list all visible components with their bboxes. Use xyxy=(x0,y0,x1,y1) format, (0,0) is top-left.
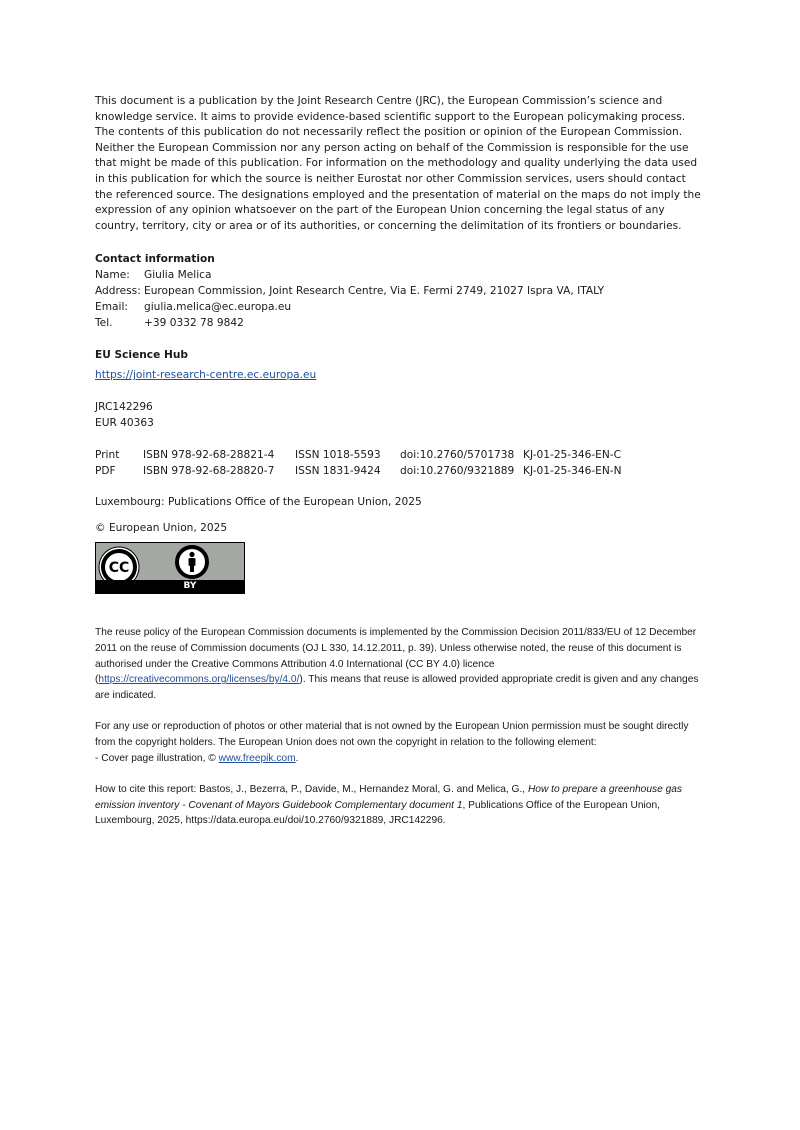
contact-tel-label: Tel. xyxy=(95,317,113,330)
reuse-policy-paragraph xyxy=(95,625,705,703)
contact-section xyxy=(95,251,705,331)
rights-item-suffix: . xyxy=(295,752,299,764)
edition-catalogue: KJ-01-25-346-EN-C xyxy=(523,449,622,462)
cite-prefix: How to cite this report: Bastos, J., Bezerra, P., Davide, M., Hernandez Moral, G. and Melica, G., xyxy=(95,784,528,796)
report-identifiers xyxy=(95,399,705,431)
freepik-link[interactable]: www.freepik.com xyxy=(218,752,296,764)
publisher-line: Luxembourg: Publications Office of the European Union, 2025 xyxy=(95,496,422,509)
edition-table xyxy=(95,447,705,479)
contact-address-row xyxy=(95,283,705,299)
rights-paragraph xyxy=(95,719,705,766)
edition-row-print xyxy=(95,447,705,463)
science-hub-section xyxy=(95,347,705,383)
edition-issn: ISSN 1018-5593 xyxy=(295,449,381,462)
person-legs xyxy=(190,565,194,572)
by-label: BY xyxy=(183,581,197,592)
citation-paragraph xyxy=(95,782,705,829)
edition-isbn: ISBN 978-92-68-28820-7 xyxy=(143,465,275,478)
reuse-text-before: The reuse policy of the European Commission documents is implemented by the Commission Decision 2011/833/EU of 12 December 2011 on the reuse of Commission documents (OJ L 330, 14.12.2011, p. 39). Unless otherwise noted, the reuse of this document is authorised under the Creative Commons Attribution 4.0 International (CC BY 4.0) licence ( xyxy=(95,627,697,686)
cite-title: How to prepare a greenhouse gas emission inventory - Covenant of Mayors Guidebook Complementary document 1 xyxy=(95,784,682,811)
edition-catalogue: KJ-01-25-346-EN-N xyxy=(523,465,622,478)
contact-tel-row xyxy=(95,315,705,331)
science-hub-heading: EU Science Hub xyxy=(95,349,188,362)
copyright-line: © European Union, 2025 xyxy=(95,522,228,535)
edition-format: Print xyxy=(95,449,120,462)
contact-name-label: Name: xyxy=(95,269,130,282)
edition-isbn: ISBN 978-92-68-28821-4 xyxy=(143,449,275,462)
cc-license-link[interactable]: https://creativecommons.org/licenses/by/4.0/ xyxy=(98,674,300,686)
science-hub-link[interactable]: https://joint-research-centre.ec.europa.eu xyxy=(95,369,317,382)
contact-tel-value: +39 0332 78 9842 xyxy=(144,317,244,330)
edition-issn: ISSN 1831-9424 xyxy=(295,465,381,478)
contact-email-row xyxy=(95,299,705,315)
cc-badge-bar xyxy=(96,580,244,593)
jrc-number: JRC142296 xyxy=(95,401,153,414)
contact-email-label: Email: xyxy=(95,301,128,314)
eur-number: EUR 40363 xyxy=(95,417,154,430)
edition-doi: doi:10.2760/9321889 xyxy=(400,465,515,478)
cc-badge-graphic xyxy=(96,543,244,581)
contact-email-value: giulia.melica@ec.europa.eu xyxy=(144,301,292,314)
rights-item-prefix: - Cover page illustration, © xyxy=(95,752,219,764)
disclaimer-paragraph: This document is a publication by the Joint Research Centre (JRC), the European Commission’s science and knowledge service. It aims to provide evidence-based scientific support to the European policymaking process. The contents of this publication do not necessarily reflect the position or opinion of the European Commission. Neither the European Commission nor any person acting on behalf of the Commission is responsible for the use that might be made of this publication. For information on the methodology and quality underlying the data used in this publication for which the source is neither Eurostat nor other Commission services, users should contact the referenced source. The designations employed and the presentation of material on the maps do not imply the expression of any opinion whatsoever on the part of the European Union concerning the legal status of any country, territory, city or area or of its authorities, or concerning the delimitation of its frontiers or boundaries. xyxy=(95,95,701,232)
contact-heading: Contact information xyxy=(95,253,215,266)
reuse-text-after: ). This means that reuse is allowed provided appropriate credit is given and any changes are indicated. xyxy=(95,674,699,701)
person-head xyxy=(189,552,194,557)
edition-format: PDF xyxy=(95,465,116,478)
cite-suffix: , Publications Office of the European Union, Luxembourg, 2025, https://data.europa.eu/doi/10.2760/9321889, JRC142296. xyxy=(95,799,660,827)
contact-address-value: European Commission, Joint Research Centre, Via E. Fermi 2749, 21027 Ispra VA, ITALY xyxy=(144,285,605,298)
edition-doi: doi:10.2760/5701738 xyxy=(400,449,515,462)
contact-name-value: Giulia Melica xyxy=(144,269,212,282)
cc-letters: CC xyxy=(108,560,130,577)
document-page xyxy=(95,94,705,829)
contact-name-row xyxy=(95,267,705,283)
person-body xyxy=(189,558,196,566)
rights-text: For any use or reproduction of photos or other material that is not owned by the European Union permission must be sought directly from the copyright holders. The European Union does not own the copyright in relation to the following element: xyxy=(95,721,689,748)
contact-address-label: Address: xyxy=(95,285,141,298)
edition-row-pdf xyxy=(95,463,705,479)
cc-by-license-badge xyxy=(95,542,245,594)
